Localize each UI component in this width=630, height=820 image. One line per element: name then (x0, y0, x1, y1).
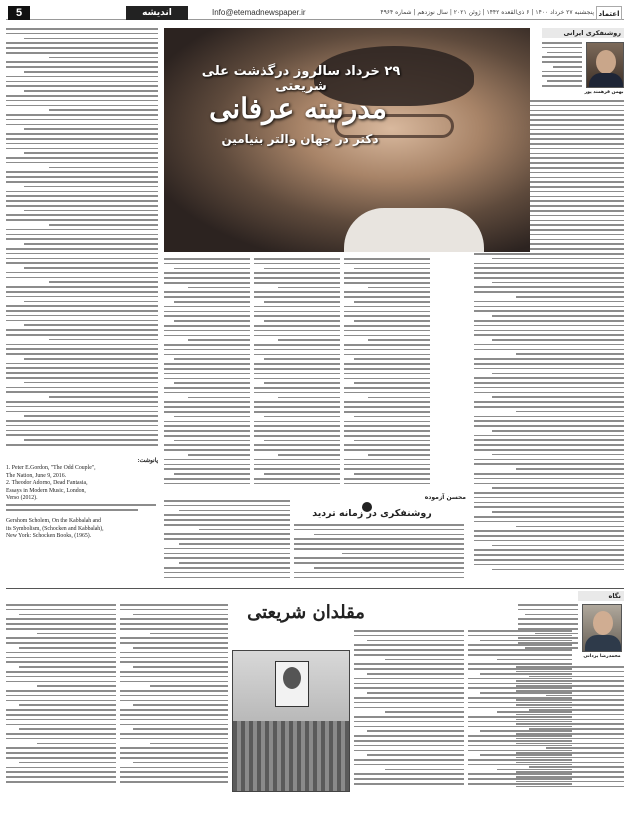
article-column (518, 604, 578, 660)
author-name: بهمن فرهمند پور (584, 90, 624, 95)
article-column (6, 604, 116, 794)
crowd-photo (232, 650, 350, 792)
author-photo (582, 604, 622, 652)
article-column (164, 258, 250, 494)
bibliography-entry: 2. Theodor Adorno, Dead Fantasia, (6, 480, 88, 487)
newspaper-logo: اعتماد (596, 6, 622, 20)
bibliography-entry: 1. Peter E.Gordon, "The Odd Couple", (6, 465, 96, 472)
bibliography-entry: its Symbolism, (Schocken and Kabbalah), (6, 525, 104, 532)
bibliography-entry: The Nation, June 9, 2016. (6, 472, 67, 479)
bibliography-entry: Essays in Modern Music, London, (6, 487, 86, 494)
article-column (516, 666, 624, 794)
bibliography-heading: پانوشت: (137, 458, 158, 464)
page-number: 5 (8, 6, 30, 20)
section-divider (6, 588, 624, 589)
article-column (294, 524, 464, 584)
bottom-article-title: مقلدان شریعتی (247, 602, 365, 623)
section-label: اندیشه (126, 6, 188, 20)
bibliography (6, 458, 158, 578)
bibliography-entry: Verso (2012). (6, 495, 38, 502)
left-column-text (6, 28, 158, 448)
bibliography-entry: New York: Schocken Books, (1965). (6, 533, 92, 540)
article-column (120, 604, 228, 794)
page-header (6, 6, 624, 20)
article-column (164, 500, 290, 584)
contact-email[interactable]: Info@etemadnewspaper.ir (212, 8, 306, 17)
section-subhead: روشنفکری در زمانه تردید (312, 508, 432, 519)
article-column (254, 258, 340, 494)
feature-supertitle: ۲۹ خرداد سالروز درگذشت علی شریعتی (201, 64, 401, 94)
article-column (344, 258, 430, 494)
article-column (354, 630, 464, 794)
author-name: محمدرضا یزدانی (583, 654, 621, 659)
column-tag: روشنفکری ایرانی (542, 28, 624, 38)
author-photo (586, 42, 624, 88)
feature-subtitle: دکتر در جهان والتر بنیامین (221, 132, 379, 146)
byline: محسن آزموده (424, 494, 466, 501)
bibliography-entry: Gershom Scholem, On the Kabbalah and (6, 518, 101, 525)
column-text (542, 42, 582, 92)
date-line: پنجشنبه ۲۷ خرداد ۱۴۰۰ | ۶ ذی‌القعده ۱۴۴۲ | ژوئن ۲۰۲۱ | سال نوزدهم | شماره ۴۹۶۴ (380, 9, 594, 16)
feature-title: مدرنیته عرفانی (209, 92, 387, 125)
bottom-tag: نگاه (578, 591, 624, 601)
